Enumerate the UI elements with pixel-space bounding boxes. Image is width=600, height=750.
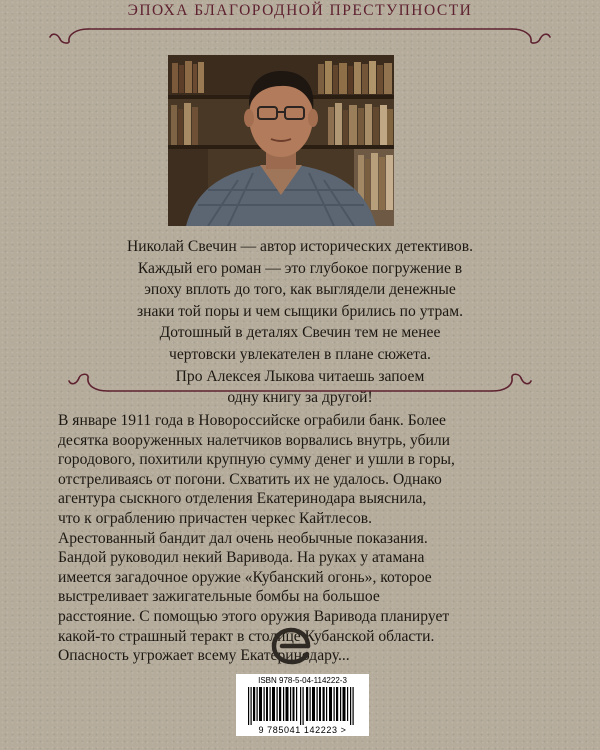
description-line: В январе 1911 года в Новороссийске ограбили банк. Более — [58, 412, 446, 429]
intro-line: эпоху вплоть до того, как выглядели денежные — [144, 281, 456, 299]
barcode-first-digit: 9 — [258, 725, 265, 735]
intro-line: знаки той поры и чем сыщики брились по утрам. — [136, 302, 463, 320]
description-line: Опасность угрожает всему Екатеринодару... — [58, 647, 350, 665]
intro-line: Николай Свечин — автор исторических детективов. — [127, 238, 473, 255]
intro-line: Про Алексея Лыкова читаешь запоем — [175, 367, 425, 385]
description-line: Бандой руководил некий Варивода. На руках у атамана — [58, 549, 425, 567]
description-line: городового, похитили крупную сумму денег и ушли в горы, — [58, 451, 455, 469]
series-title: ЭПОХА БЛАГОРОДНОЙ ПРЕСТУПНОСТИ — [127, 2, 473, 19]
bracket-ornament — [68, 372, 532, 398]
intro-line: Каждый его роман — это глубокое погружение в — [137, 259, 463, 277]
top-ornament — [48, 22, 552, 44]
barcode-left-digits: 785041 — [267, 725, 301, 735]
barcode-bars — [242, 687, 363, 725]
intro-line: чертовски увлекателен в плане сюжета. — [169, 345, 431, 363]
description-line: десятка вооруженных налетчиков ворвались внутрь, убили — [58, 431, 450, 449]
publisher-logo-icon — [270, 626, 314, 666]
barcode-right-digits: 142223 — [303, 725, 338, 735]
barcode-digits — [238, 725, 367, 735]
description-line: какой-то страшный теракт в столице Кубанской области. — [58, 627, 435, 645]
description-line: Арестованный бандит дал очень необычные показания. — [58, 529, 428, 547]
intro-line: Дотошный в деталях Свечин тем не менее — [159, 324, 441, 342]
description-line: что к ограблению причастен черкес Кайтлесов. — [58, 509, 373, 527]
barcode-block — [236, 674, 369, 736]
author-photo — [168, 55, 394, 226]
intro-line: одну книгу за другой! — [227, 389, 373, 407]
barcode-end-mark: > — [340, 725, 347, 735]
description-line: отстреливаясь от погони. Схватить их не удалось. Однако — [58, 470, 442, 488]
description-line: выстреливает зажигательные бомбы на большое — [58, 588, 380, 606]
isbn-label: ISBN 978-5-04-114222-3 — [258, 676, 347, 685]
description-line: агентура сыскного отделения Екатеринодара выяснила, — [58, 490, 427, 508]
description-line: расстояние. С помощью этого оружия Варивода планирует — [58, 607, 450, 625]
description-line: имеется загадочное оружие «Кубанский огонь», которое — [58, 568, 432, 586]
